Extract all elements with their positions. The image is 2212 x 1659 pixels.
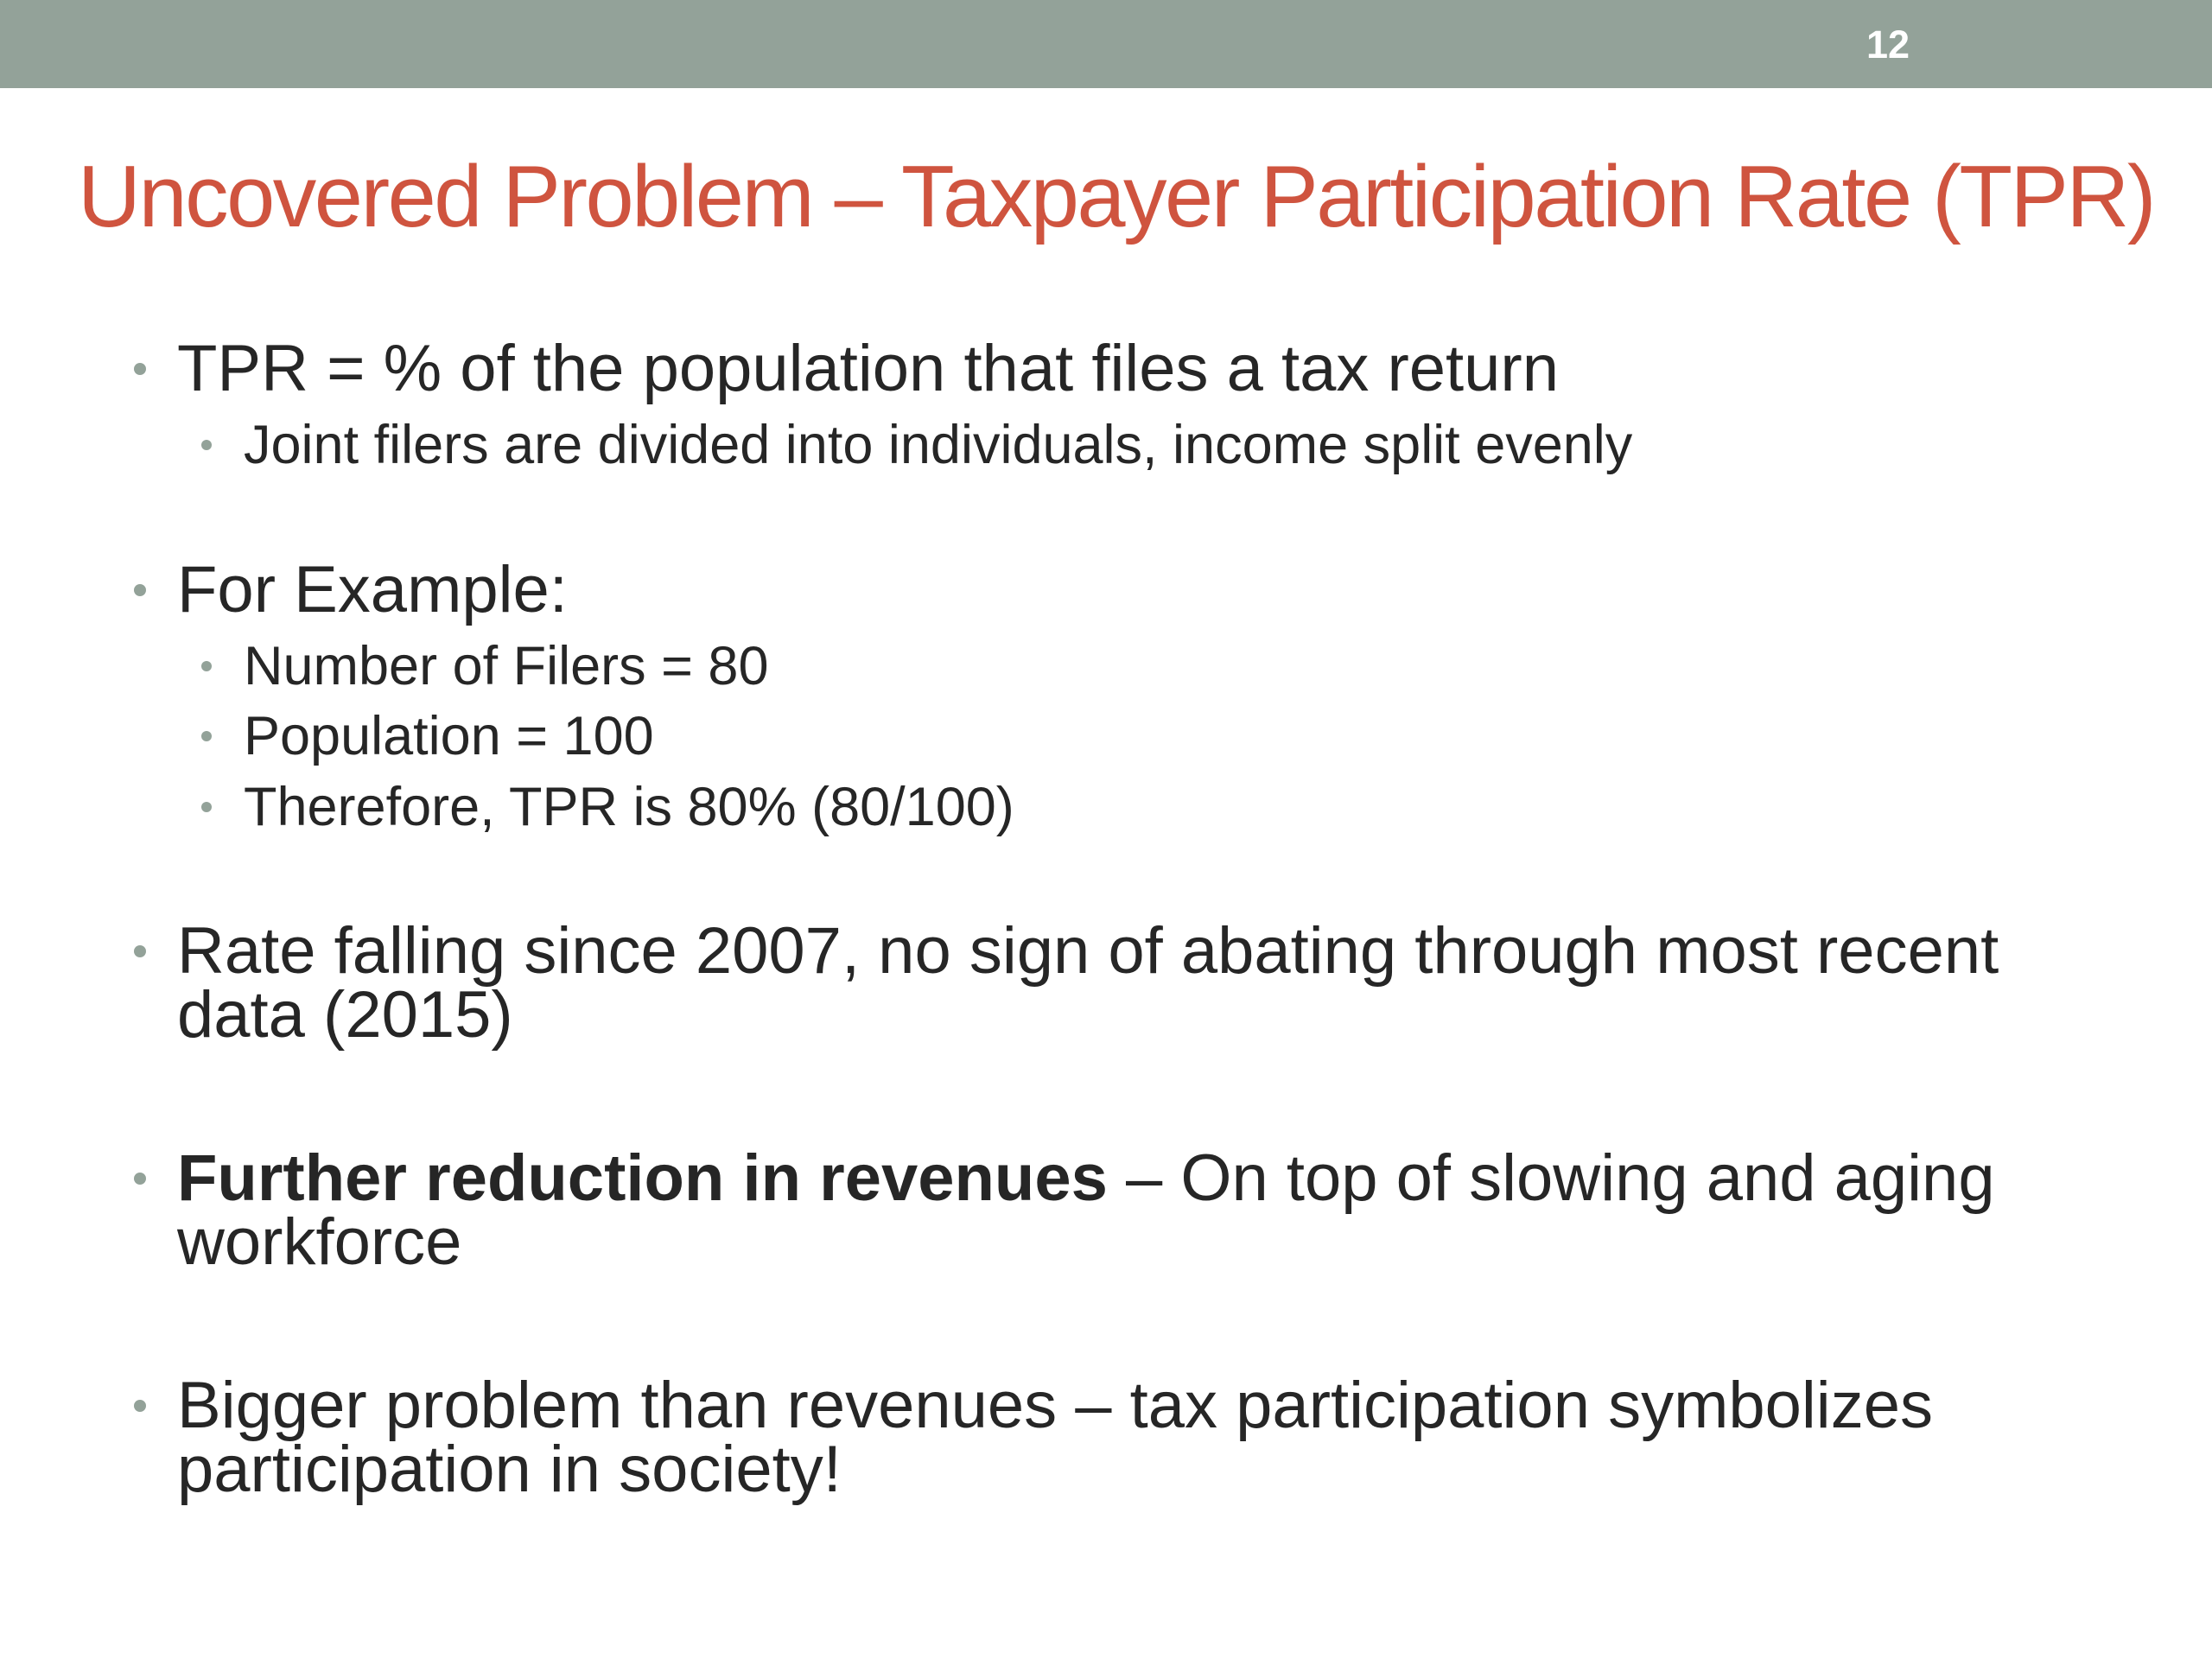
bullet-dot <box>201 661 212 671</box>
bullet-dot <box>201 802 212 812</box>
bullet-dot <box>201 731 212 741</box>
bullet-text-line: Rate falling since 2007, no sign of abating through most recent <box>177 914 1999 988</box>
bullet-text-line: workforce <box>177 1205 462 1279</box>
bullet-text <box>177 1141 2147 1279</box>
sub-bullet-text: Joint filers are divided into individuals, income split evenly <box>244 415 1633 475</box>
bullet-dot <box>134 1173 146 1185</box>
sub-bullet-text: Population = 100 <box>244 706 654 766</box>
bullet-text: For Example: <box>177 553 568 626</box>
slide-title: Uncovered Problem – Taxpayer Participation Rate (TPR) <box>78 149 2154 245</box>
bullet-text-line: data (2015) <box>177 978 513 1052</box>
bullet-text-line: Bigger problem than revenues – tax participation symbolizes <box>177 1369 1933 1442</box>
slide-number: 12 <box>1866 22 1910 67</box>
bullet-dot <box>134 363 146 375</box>
bullet-text-rest: – On top of slowing and aging <box>1107 1141 1995 1215</box>
bullet-dot <box>134 584 146 596</box>
bullet-text: TPR = % of the population that files a tax return <box>177 332 1560 405</box>
bullet-bold-text: Further reduction in revenues <box>177 1141 1108 1215</box>
bullet-dot <box>134 1400 146 1412</box>
bullet-dot <box>134 945 146 957</box>
bullet-text <box>177 1369 2147 1506</box>
bullet-text <box>177 914 2147 1052</box>
bullet-dot <box>201 440 212 450</box>
sub-bullet-text: Therefore, TPR is 80% (80/100) <box>244 777 1014 837</box>
sub-bullet-text: Number of Filers = 80 <box>244 636 769 696</box>
bullet-text-line: participation in society! <box>177 1433 842 1506</box>
